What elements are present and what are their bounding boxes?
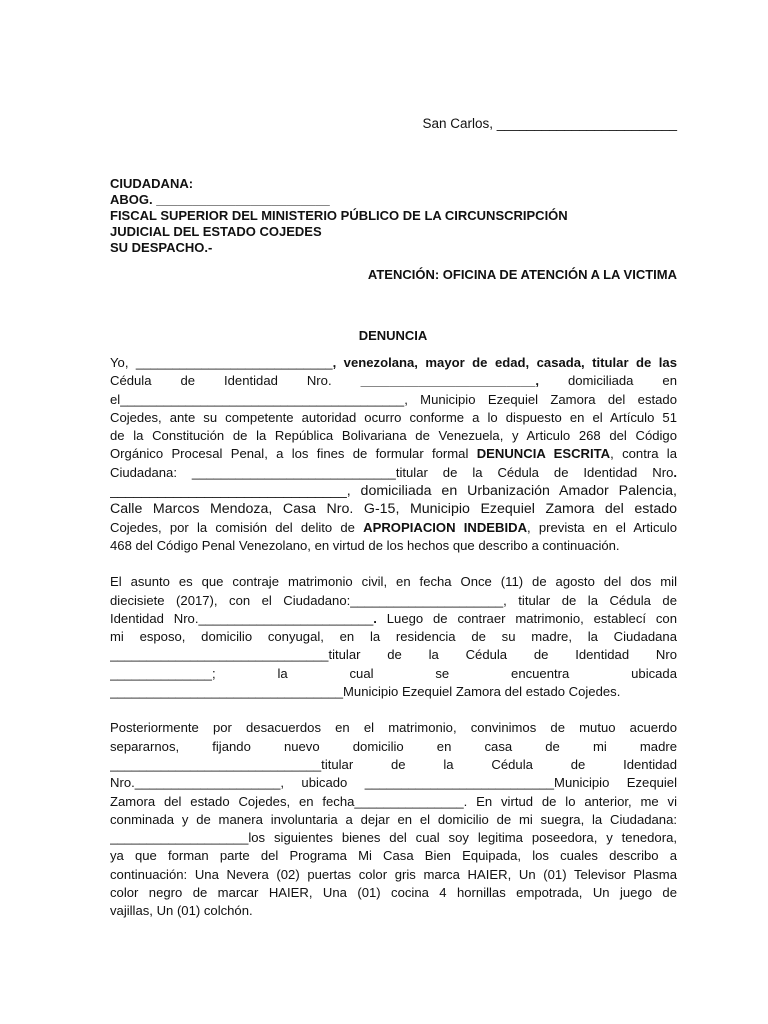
bold-text-run: APROPIACION INDEBIDA [363, 519, 528, 535]
text-run: Orgánico Procesal Penal, a los fines de formular formal [110, 446, 477, 462]
text-run: Identidad Nro.________________________ [110, 610, 374, 626]
text-line [110, 354, 677, 372]
text-line: 468 del Código Penal Venezolano, en virtud de los hechos que describo a continuación. [110, 537, 620, 553]
addressee-line: CIUDADANA: [110, 176, 194, 191]
addressee-line: ABOG. ________________________ [110, 192, 330, 207]
bold-text-run: ________________________, [360, 373, 539, 389]
paragraph [110, 354, 677, 555]
text-line: Nro.____________________, ubicado __________________________Municipio Ezequiel [110, 775, 677, 791]
text-line: El asunto es que contraje matrimonio civil, en fecha Once (11) de agosto del dos mil [110, 574, 677, 590]
paragraph [110, 719, 677, 920]
document-body [110, 354, 677, 939]
paragraph [110, 573, 677, 701]
text-line: Cojedes, ante su competente autoridad ocurro conforme a lo dispuesto en el Artículo 51 [110, 409, 677, 425]
text-run: Yo, ___________________________ [110, 355, 333, 370]
text-run: , prevista en el Articulo [527, 519, 677, 535]
text-line [110, 610, 677, 628]
text-run: Ciudadana: ____________________________titular de la Cédula de Identidad Nro [110, 464, 674, 480]
text-line [110, 372, 677, 390]
text-line: vajillas, Un (01) colchón. [110, 903, 253, 919]
text-line: ______________________________, domiciliada en Urbanización Amador Palencia, [110, 483, 677, 500]
text-line: ______________________________titular de la Cédula de Identidad Nro [110, 647, 677, 663]
text-line: _____________________________titular de la Cédula de Identidad [110, 756, 677, 772]
text-line: mi esposo, domicilio conyugal, en la residencia de su madre, la Ciudadana [110, 629, 677, 645]
text-run: , contra la [610, 446, 677, 462]
text-run: domiciliada en [538, 373, 677, 389]
text-line [110, 519, 677, 537]
addressee-line: SU DESPACHO.- [110, 240, 213, 255]
text-line: Zamora del estado Cojedes, en fecha_______________. En virtud de lo anterior, me vi [110, 793, 677, 809]
text-line [110, 464, 677, 482]
text-line: ______________; la cual se encuentra ubicada [110, 665, 677, 681]
document-title: DENUNCIA [358, 328, 428, 343]
text-line: color negro de marcar HAIER, Una (01) cocina 4 hornillas empotrada, Un juego de [110, 885, 677, 901]
bold-text-run: , venezolana, mayor de edad, casada, titular de las [332, 355, 677, 370]
place-date-line: San Carlos, ________________________ [422, 116, 677, 131]
addressee-block [110, 176, 680, 256]
text-line: continuación: Una Nevera (02) puertas color gris marca HAIER, Un (01) Televisor Plasma [110, 866, 677, 882]
text-line: ___________________los siguientes bienes del cual soy legitima poseedora, y tenedora, [110, 830, 677, 846]
text-line [110, 445, 677, 463]
text-run: Luego de contraer matrimonio, establecí con [376, 610, 677, 626]
bold-text-run: . [373, 610, 377, 626]
text-line: ya que forman parte del Programa Mi Casa Bien Equipada, los cuales describo a [110, 848, 677, 864]
text-line: conminada y de manera involuntaria a dejar en el domicilio de mi suegra, la Ciudadana: [110, 811, 677, 827]
text-line: diecisiete (2017), con el Ciudadano:_____________________, titular de la Cédula de [110, 592, 677, 608]
text-run: Cojedes, por la comisión del delito de [110, 519, 364, 535]
addressee-line: JUDICIAL DEL ESTADO COJEDES [110, 224, 322, 239]
text-line: separarnos, fijando nuevo domicilio en casa de mi madre [110, 738, 677, 754]
addressee-line: FISCAL SUPERIOR DEL MINISTERIO PÚBLICO DE LA CIRCUNSCRIPCIÓN [110, 208, 568, 223]
bold-text-run: DENUNCIA ESCRITA [476, 446, 611, 462]
text-run: Cédula de Identidad Nro. [110, 373, 361, 389]
text-line: el_______________________________________, Municipio Ezequiel Zamora del estado [110, 391, 677, 407]
text-line: de la Constitución de la República Bolivariana de Venezuela, y Articulo 268 del Código [110, 428, 677, 444]
bold-text-run: . [673, 464, 677, 480]
text-line: Posteriormente por desacuerdos en el matrimonio, convinimos de mutuo acuerdo [110, 720, 677, 736]
text-line: Calle Marcos Mendoza, Casa Nro. G-15, Municipio Ezequiel Zamora del estado [110, 501, 677, 518]
text-line: ________________________________Municipio Ezequiel Zamora del estado Cojedes. [110, 684, 621, 700]
attention-line: ATENCIÓN: OFICINA DE ATENCIÓN A LA VICTIMA [367, 267, 677, 282]
